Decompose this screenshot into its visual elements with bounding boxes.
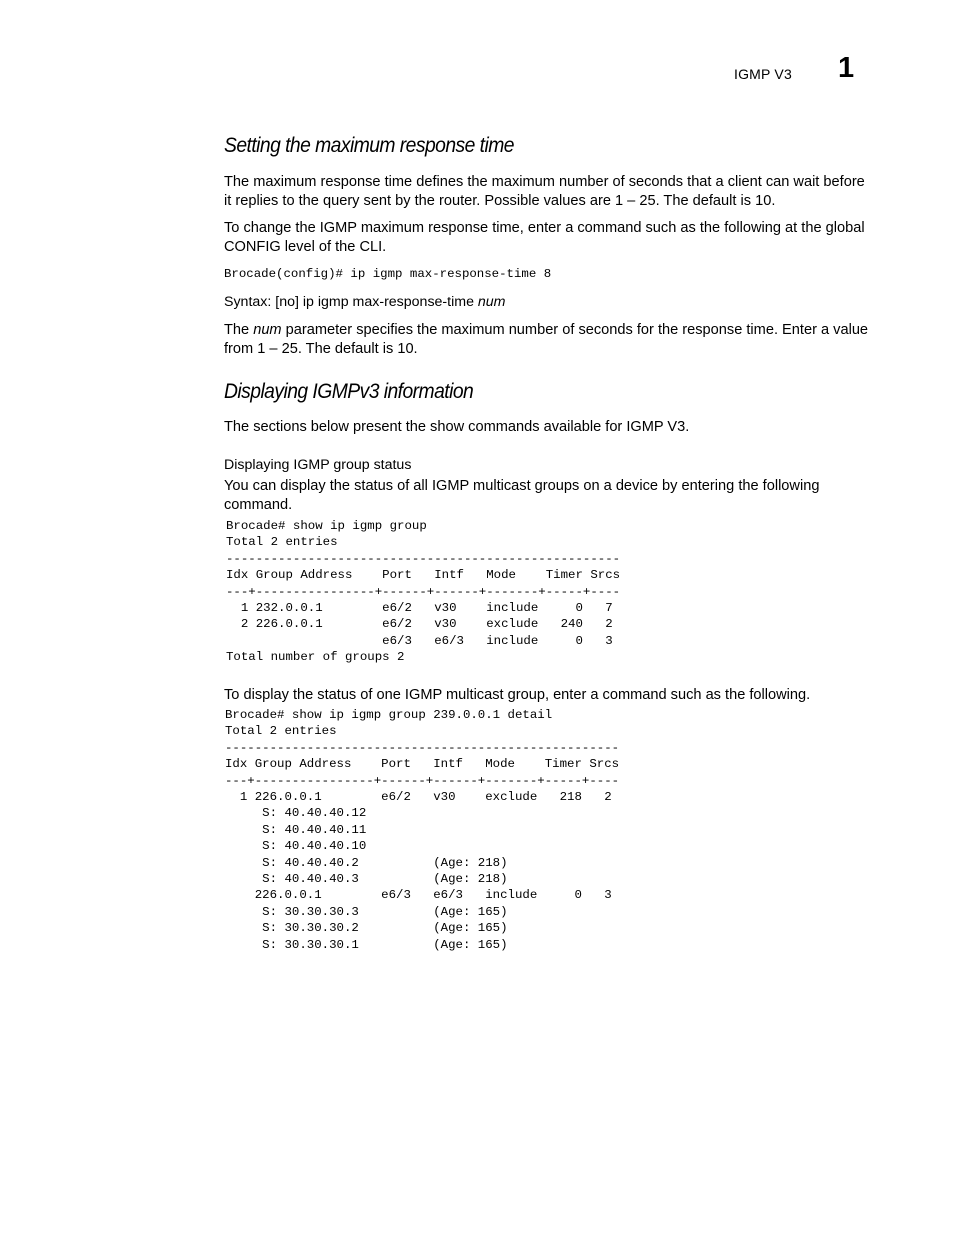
syntax-line — [224, 294, 506, 310]
paragraph-show-commands-intro: The sections below present the show commands available for IGMP V3. — [224, 419, 690, 435]
code-example-show-group-detail: Brocade# show ip igmp group 239.0.0.1 detail Total 2 entries ----------------------------------------------------- Idx Group Address Port Intf Mode Timer Srcs ---+----------------+------+------+-------+-----+---- 1 226.0.0.1 e6/2 v30 exclude 218 2 S: 40.40.40.12 S: 40.40.40.11 S: 40.40.40.10 S: 40.40.40.2 (Age: 218) S: 40.40.40.3 (Age: 218) 226.0.0.1 e6/3 e6/3 include 0 3 S: 30.30.30.3 (Age: 165) S: 30.30.30.2 (Age: 165) S: 30.30.30.1 (Age: 165) — [225, 708, 620, 952]
section-heading-displaying-igmpv3: Displaying IGMPv3 information — [224, 380, 474, 403]
running-header-title: IGMP V3 — [734, 66, 792, 82]
syntax-argument: num — [477, 294, 506, 310]
param-text-post: parameter specifies the maximum number of seconds for the response time. Enter a value from 1 – 25. The default is 10. — [224, 322, 869, 357]
section-heading-max-response: Setting the maximum response time — [224, 134, 514, 157]
syntax-label: Syntax: [no] ip igmp max-response-time — [224, 294, 478, 310]
chapter-number: 1 — [838, 52, 855, 84]
paragraph-single-group-intro: To display the status of one IGMP multicast group, enter a command such as the following. — [224, 687, 811, 703]
code-example-max-response: Brocade(config)# ip igmp max-response-time 8 — [224, 267, 552, 281]
param-name: num — [253, 322, 282, 338]
param-text-pre: The — [224, 322, 254, 338]
paragraph-max-response-definition: The maximum response time defines the maximum number of seconds that a client can wait before it replies to the query sent by the router. Possible values are 1 – 25. The default is 10. — [224, 174, 865, 209]
paragraph-num-parameter — [224, 321, 874, 359]
paragraph-group-status-intro: You can display the status of all IGMP multicast groups on a device by entering the following command. — [224, 478, 820, 513]
code-example-show-group: Brocade# show ip igmp group Total 2 entries ----------------------------------------------------- Idx Group Address Port Intf Mode Timer Srcs ---+----------------+------+------+-------+-----+---- 1 232.0.0.1 e6/2 v30 include 0 7 2 226.0.0.1 e6/2 v30 exclude 240 2 e6/3 e6/3 include 0 3 Total number of groups 2 — [226, 519, 621, 665]
paragraph-change-instructions: To change the IGMP maximum response time, enter a command such as the following at the global CONFIG level of the CLI. — [224, 220, 865, 255]
subsection-heading-group-status: Displaying IGMP group status — [224, 457, 412, 473]
